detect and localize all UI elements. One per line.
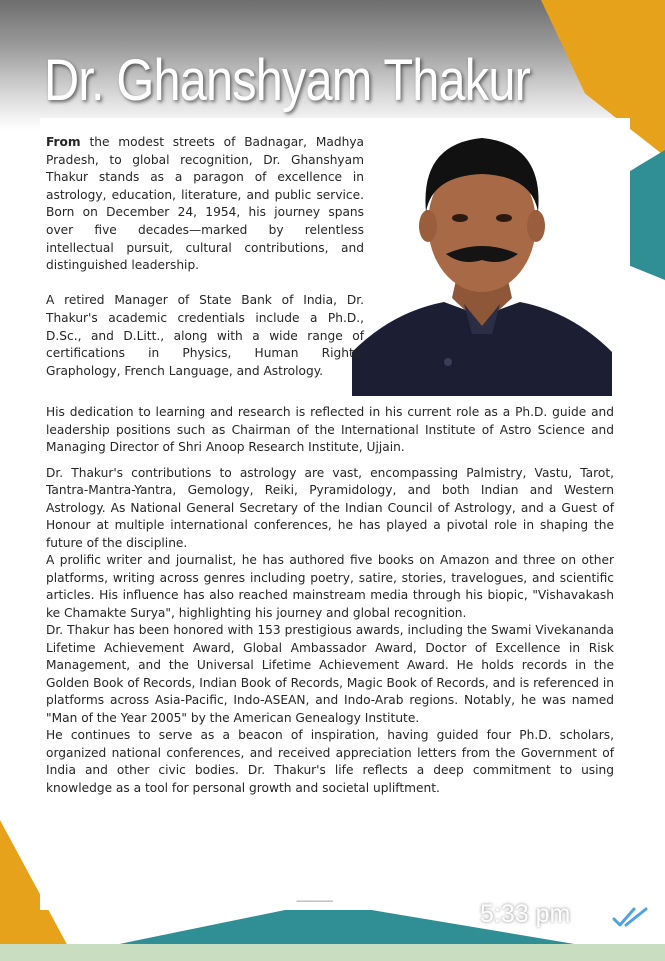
separator-line: -------------- bbox=[296, 896, 333, 907]
portrait-photo bbox=[352, 120, 612, 396]
message-timestamp: 5:33 pm bbox=[480, 900, 571, 928]
double-check-icon bbox=[612, 906, 652, 928]
intro-lead-word: From bbox=[46, 135, 81, 149]
career-continued-paragraph: His dedication to learning and research is reflected in his current role as a Ph.D. guide and leadership positions such as Chairman of the International Institute of Astro Science and Managing Director of Shri Anoop Research Institute, Ujjain. bbox=[46, 405, 614, 454]
intro-column bbox=[46, 134, 364, 380]
awards-paragraph: Dr. Thakur has been honored with 153 prestigious awards, including the Swami Vivekananda Lifetime Achievement Award, Global Ambassador Award, Doctor of Excellence in Risk Management, and the Universal Lifetime Achievement Award. He holds records in the Golden Book of Records, Indian Book of Records, Magic Book of Records, and is referenced in platforms across Asia-Pacific, Indo-ASEAN, and Indo-Arab regions. Notably, he was named "Man of the Year 2005" by the American Genealogy Institute. bbox=[46, 623, 614, 725]
astrology-paragraph: Dr. Thakur's contributions to astrology are vast, encompassing Palmistry, Vastu, Tarot, Tantra-Mantra-Yantra, Gemology, Reiki, Pyramidology, and both Indian and Western Astrology. As National General Secretary of the Indian Council of Astrology, and a Guest of Honour at multiple international conferences, he has played a pivotal role in shaping the future of the discipline. bbox=[46, 465, 614, 550]
page-title: Dr. Ghanshyam Thakur bbox=[44, 48, 530, 113]
intro-text: the modest streets of Badnagar, Madhya Pradesh, to global recognition, Dr. Ghanshyam Thakur stands as a paragon of excellence in astrology, education, literature, and public service. Born on December 24, 1954, his journey spans over five decades—marked by relentless intellectual pursuit, cultural contributions, and distinguished leadership. bbox=[46, 135, 364, 273]
chat-background-strip bbox=[0, 944, 665, 961]
career-paragraph: A retired Manager of State Bank of India, Dr. Thakur's academic credentials include a Ph.D., D.Sc., and D.Litt., along with a wide range of certifications in Physics, Human Rights, Graphology, French Language, and Astrology. bbox=[46, 293, 364, 378]
portrait-illustration bbox=[352, 120, 612, 396]
writer-paragraph: A prolific writer and journalist, he has authored five books on Amazon and three on other platforms, writing across genres including poetry, satire, stories, travelogues, and scientific articles. His influence has also reached mainstream media through his biopic, "Vishavakash ke Chamakte Surya", highlighting his journey and global recognition. bbox=[46, 553, 614, 620]
body-text bbox=[46, 404, 614, 797]
intro-paragraph bbox=[46, 134, 364, 275]
legacy-paragraph: He continues to serve as a beacon of inspiration, having guided four Ph.D. scholars, organized national conferences, and received appreciation letters from the Government of India and other civic bodies. Dr. Thakur's life reflects a deep commitment to using knowledge as a tool for personal growth and societal upliftment. bbox=[46, 728, 614, 795]
